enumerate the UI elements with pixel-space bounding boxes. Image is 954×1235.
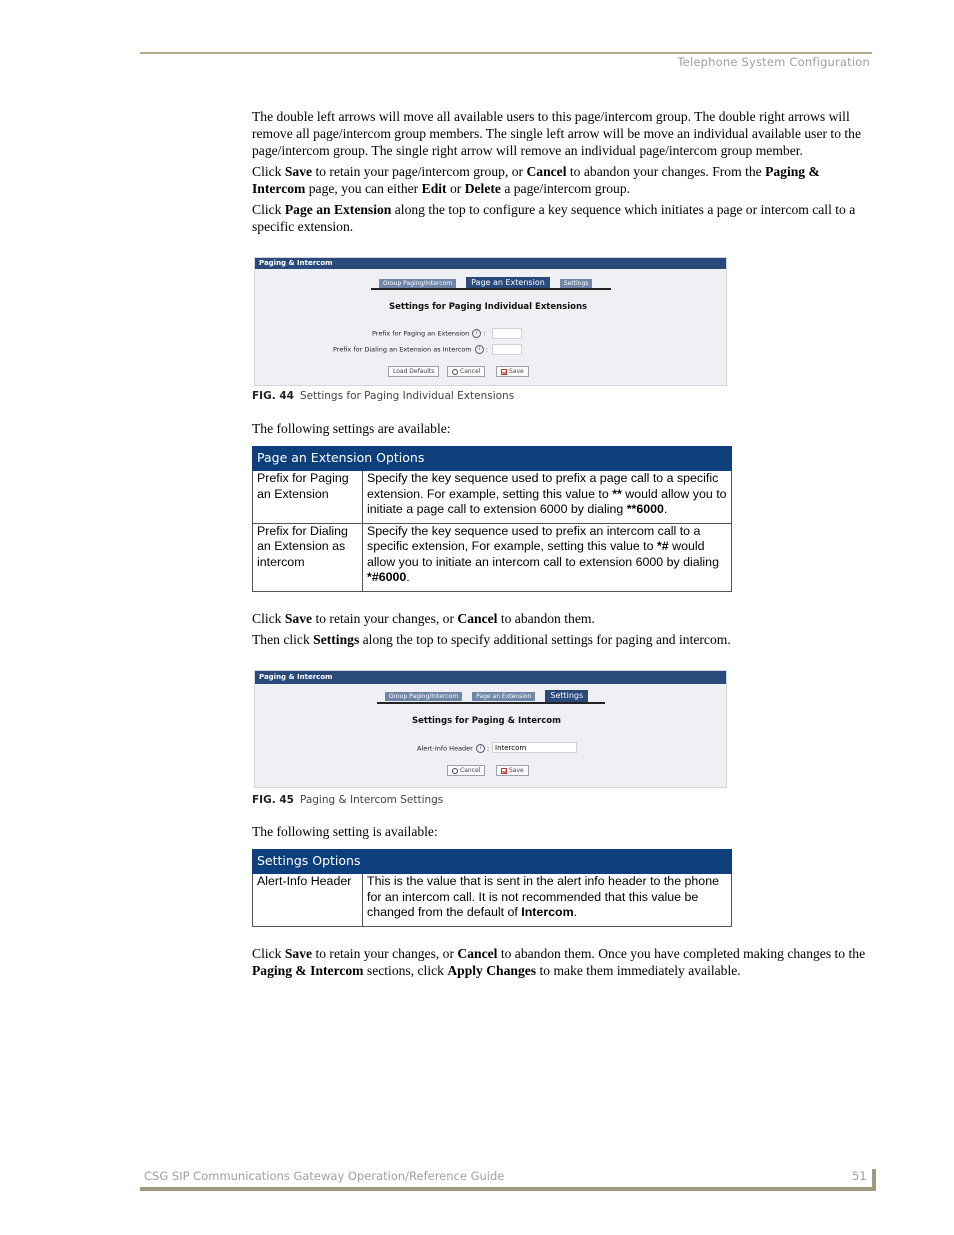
table1-title: Page an Extension Options (253, 447, 732, 471)
table2-row1-key: Alert-Info Header (253, 874, 363, 927)
fig44-save-button[interactable]: Save (496, 366, 529, 377)
mid-text (252, 610, 870, 652)
fig44-title-bar: Paging & Intercom (255, 258, 726, 269)
checkbox-check-icon (501, 369, 507, 375)
figure-45-caption: FIG. 45 Paging & Intercom Settings (252, 794, 444, 806)
fig44-field1-label: Prefix for Paging an Extension i : (372, 329, 486, 338)
closing-text (252, 945, 870, 983)
info-icon[interactable]: i (476, 744, 485, 753)
fig44-tab-underline (371, 288, 611, 290)
table-row (253, 523, 732, 591)
cancel-icon (452, 768, 458, 774)
fig44-load-defaults-button[interactable]: Load Defaults (388, 366, 439, 377)
page-extension-options-table (252, 446, 732, 592)
footer-page-number: 51 (852, 1169, 867, 1183)
fig44-field2-label: Prefix for Dialing an Extension as Intercom i : (333, 345, 488, 354)
fig45-heading: Settings for Paging & Intercom (412, 716, 561, 726)
table1-row2-key: Prefix for Dialing an Extension as intercom (253, 523, 363, 591)
fig45-tab-underline (377, 702, 605, 704)
table1-row2-value: Specify the key sequence used to prefix an intercom call to a specific extension, For example, setting this value to *# would allow you to initiate an intercom call to extension 6000 by dialing *#6000. (363, 523, 732, 591)
table2-title: Settings Options (253, 850, 732, 874)
intro-text (252, 108, 870, 239)
figure-44-screenshot (254, 257, 727, 386)
fig44-field1-input[interactable] (492, 328, 522, 339)
fig45-tab-bar (385, 690, 598, 702)
table2-row1-value: This is the value that is sent in the alert info header to the phone for an intercom call. It is not recommended that this value be changed from the default of Intercom. (363, 874, 732, 927)
intro-paragraph-2: Click Save to retain your page/intercom group, or Cancel to abandon your changes. From the Paging & Intercom page, you can either Edit or Delete a page/intercom group. (252, 164, 820, 196)
fig45-field-label: Alert-Info Header i : (417, 744, 490, 753)
intro-paragraph-3: Click Page an Extension along the top to configure a key sequence which initiates a page or intercom call to a specific extension. (252, 202, 856, 234)
figure-45-screenshot (254, 670, 727, 788)
fig45-cancel-button[interactable]: Cancel (447, 765, 485, 776)
footer-title: CSG SIP Communications Gateway Operation/Reference Guide (144, 1169, 505, 1183)
table1-row1-key: Prefix for Paging an Extension (253, 471, 363, 524)
fig45-tab-settings[interactable]: Settings (545, 690, 588, 702)
footer-rule (140, 1187, 876, 1191)
table1-row1-value: Specify the key sequence used to prefix a page call to a specific extension. For example, setting this value to ** would allow you to initiate a page call to extension 6000 by dialing **6000. (363, 471, 732, 524)
mid-paragraph-2: Then click Settings along the top to specify additional settings for paging and intercom. (252, 632, 731, 647)
fig44-tab-page-extension[interactable]: Page an Extension (466, 277, 550, 289)
header-rule (140, 52, 872, 54)
fig44-tab-group-paging[interactable]: Group Paging/Intercom (379, 279, 456, 288)
fig45-alert-info-input[interactable]: Intercom (492, 742, 577, 753)
mid-paragraph-1: Click Save to retain your changes, or Cancel to abandon them. (252, 611, 595, 626)
fig44-field2-input[interactable] (492, 344, 522, 355)
table-row (253, 874, 732, 927)
fig44-tab-settings[interactable]: Settings (560, 279, 593, 288)
figure-44-caption: FIG. 44 Settings for Paging Individual Extensions (252, 390, 515, 402)
info-icon[interactable]: i (472, 329, 481, 338)
following-text-2: The following setting is available: (252, 824, 438, 839)
settings-options-table (252, 849, 732, 927)
closing-paragraph: Click Save to retain your changes, or Cancel to abandon them. Once you have completed making changes to the Paging & Intercom sections, click Apply Changes to make them immediately available. (252, 946, 866, 978)
cancel-icon (452, 369, 458, 375)
fig44-heading: Settings for Paging Individual Extensions (389, 302, 588, 312)
fig45-save-button[interactable]: Save (496, 765, 529, 776)
intro-paragraph-1: The double left arrows will move all available users to this page/intercom group. The double right arrows will remove all page/intercom group members. The single left arrow will be move an individual available user to the page/intercom group. The single right arrow will remove an individual page/intercom group member. (252, 109, 862, 158)
info-icon[interactable]: i (475, 345, 484, 354)
fig45-tab-page-extension[interactable]: Page an Extension (472, 692, 535, 701)
checkbox-check-icon (501, 768, 507, 774)
fig45-title-bar: Paging & Intercom (255, 671, 726, 684)
table-row (253, 471, 732, 524)
fig44-cancel-button[interactable]: Cancel (447, 366, 485, 377)
fig45-tab-group-paging[interactable]: Group Paging/Intercom (385, 692, 462, 701)
following-text-1: The following settings are available: (252, 421, 451, 436)
header-title: Telephone System Configuration (677, 55, 870, 69)
